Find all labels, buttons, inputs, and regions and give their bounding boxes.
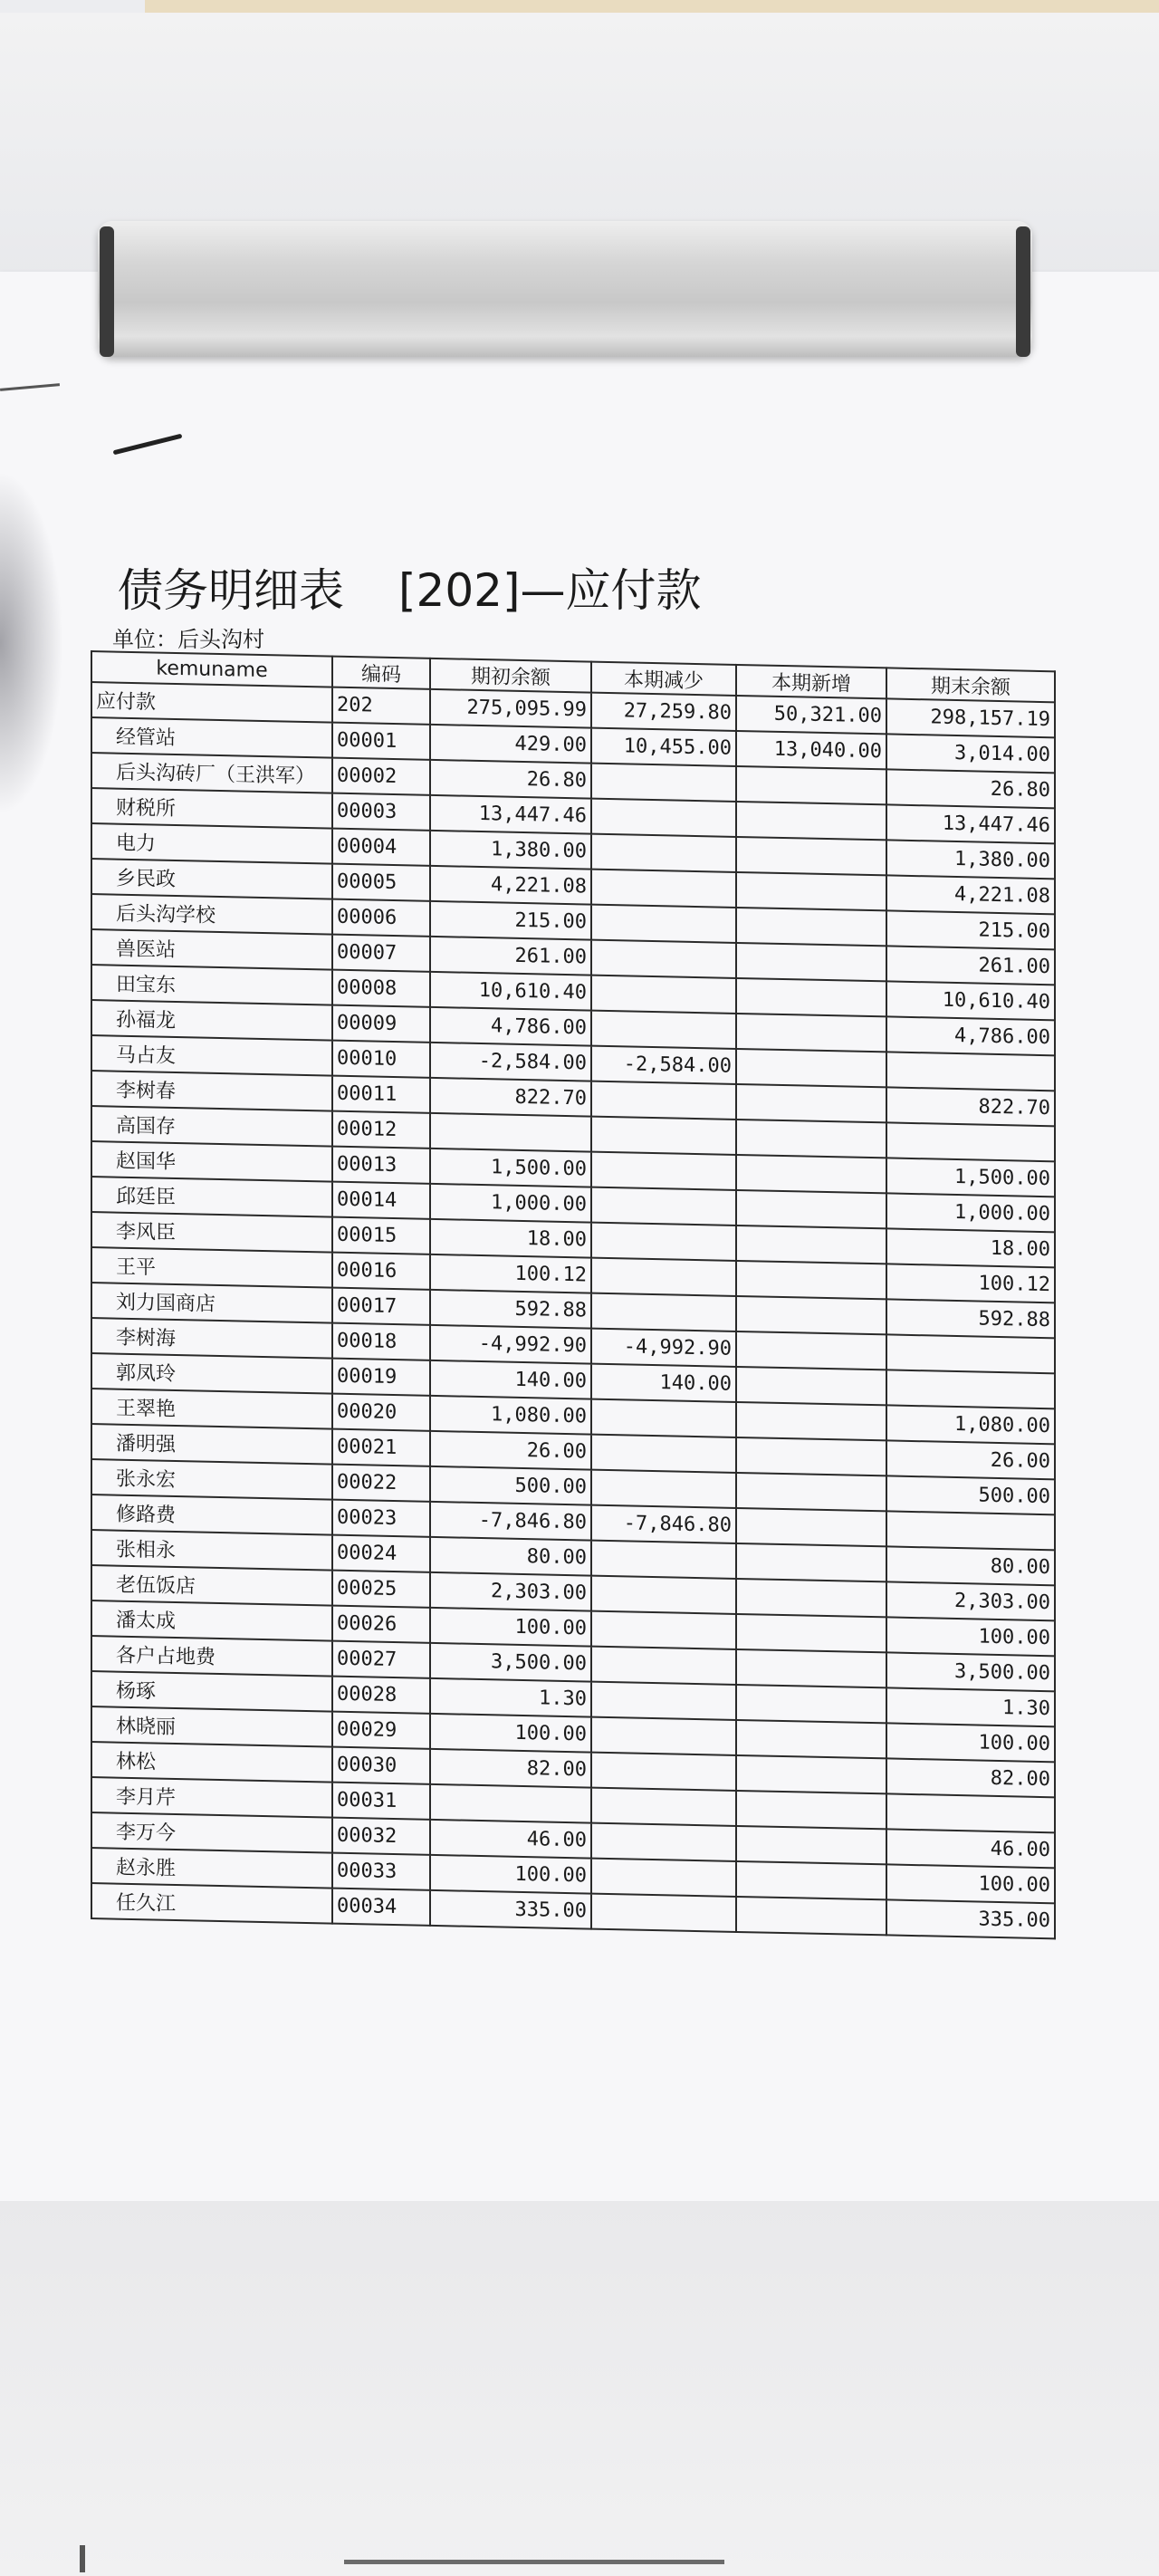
cell-name: 刘力国商店: [91, 1283, 332, 1323]
cell-begin-balance: 335.00: [430, 1890, 591, 1929]
cell-begin-balance: 592.88: [430, 1290, 591, 1329]
cell-end-balance: [886, 1511, 1055, 1550]
header-begin-balance: 期初余额: [430, 658, 591, 693]
cell-code: 00019: [332, 1359, 430, 1396]
cell-name: 后头沟砖厂（王洪军）: [91, 753, 332, 793]
cell-end-balance: 100.00: [886, 1723, 1055, 1762]
cell-begin-balance: 1,080.00: [430, 1396, 591, 1435]
cell-name: 邱廷臣: [91, 1177, 332, 1217]
cell-decrease: [591, 1894, 736, 1932]
cell-increase: [736, 1014, 886, 1052]
cell-name: 乡民政: [91, 859, 332, 899]
cell-name: 潘明强: [91, 1424, 332, 1465]
header-kemuname: kemuname: [91, 651, 332, 687]
cell-name: 财税所: [91, 788, 332, 829]
cell-increase: [736, 802, 886, 840]
cell-name: 赵国华: [91, 1141, 332, 1182]
cell-code: 00026: [332, 1606, 430, 1643]
cell-code: 00023: [332, 1500, 430, 1537]
cell-end-balance: 1,500.00: [886, 1158, 1055, 1197]
cell-end-balance: 1,380.00: [886, 840, 1055, 879]
cell-end-balance: 46.00: [886, 1829, 1055, 1868]
cell-end-balance: 26.00: [886, 1440, 1055, 1479]
cell-begin-balance: 100.00: [430, 1714, 591, 1753]
cell-decrease: [591, 1859, 736, 1897]
cell-decrease: [591, 1611, 736, 1649]
cell-increase: [736, 837, 886, 875]
cell-code: 00015: [332, 1217, 430, 1254]
cell-begin-balance: 80.00: [430, 1537, 591, 1576]
cell-increase: [736, 1897, 886, 1935]
cell-name: 李万今: [91, 1812, 332, 1853]
cell-begin-balance: 13,447.46: [430, 795, 591, 834]
cell-end-balance: 1.30: [886, 1687, 1055, 1726]
cell-code: 00034: [332, 1889, 430, 1926]
cell-end-balance: [886, 1052, 1055, 1091]
cell-name: 应付款: [91, 682, 332, 723]
cell-begin-balance: 10,610.40: [430, 972, 591, 1011]
cell-code: 00017: [332, 1288, 430, 1325]
cell-decrease: [591, 905, 736, 943]
cell-code: 00005: [332, 864, 430, 901]
cell-begin-balance: 215.00: [430, 901, 591, 940]
cell-decrease: [591, 1470, 736, 1508]
cell-decrease: 140.00: [591, 1364, 736, 1402]
roller-cap-left: [100, 226, 114, 357]
cell-name: 任久江: [91, 1883, 332, 1924]
cell-end-balance: 2,303.00: [886, 1581, 1055, 1620]
cell-name: 林晓丽: [91, 1706, 332, 1747]
cell-name: 王翠艳: [91, 1389, 332, 1429]
cell-end-balance: 500.00: [886, 1475, 1055, 1514]
roller-cap-right: [1016, 226, 1030, 357]
cell-increase: [736, 1755, 886, 1793]
cell-begin-balance: 429.00: [430, 725, 591, 764]
cell-code: 00033: [332, 1853, 430, 1890]
cell-name: 李树海: [91, 1318, 332, 1359]
cell-code: 00018: [332, 1323, 430, 1360]
cell-end-balance: 100.12: [886, 1264, 1055, 1302]
cell-begin-balance: 4,221.08: [430, 866, 591, 905]
cell-code: 00009: [332, 1005, 430, 1043]
cell-increase: [736, 1861, 886, 1899]
floor-mark: [80, 2545, 85, 2572]
cell-decrease: [591, 1223, 736, 1261]
cell-increase: [736, 1685, 886, 1723]
cell-decrease: [591, 870, 736, 908]
cell-increase: [736, 872, 886, 910]
cell-decrease: [591, 976, 736, 1014]
cell-begin-balance: 822.70: [430, 1078, 591, 1117]
cell-code: 00022: [332, 1465, 430, 1502]
cell-code: 00016: [332, 1253, 430, 1290]
cell-name: 老伍饭店: [91, 1565, 332, 1606]
cell-code: 00032: [332, 1818, 430, 1855]
cell-begin-balance: -2,584.00: [430, 1043, 591, 1081]
cell-decrease: [591, 1293, 736, 1331]
cell-decrease: [591, 1753, 736, 1791]
cell-decrease: -7,846.80: [591, 1505, 736, 1543]
cell-name: 电力: [91, 823, 332, 864]
cell-end-balance: 100.00: [886, 1617, 1055, 1656]
cell-increase: [736, 1226, 886, 1264]
title-sub: [202]—应付款: [398, 564, 702, 617]
cell-increase: [736, 1473, 886, 1511]
cell-increase: [736, 1331, 886, 1370]
document-title: [118, 554, 701, 620]
cell-decrease: -2,584.00: [591, 1046, 736, 1084]
cell-increase: [736, 1296, 886, 1334]
header-code: 编码: [332, 657, 430, 689]
cell-name: 王平: [91, 1247, 332, 1288]
cell-name: 兽医站: [91, 929, 332, 970]
cell-increase: 50,321.00: [736, 696, 886, 734]
cell-code: 00010: [332, 1041, 430, 1078]
cell-name: 赵永胜: [91, 1848, 332, 1889]
floor-line: [344, 2560, 724, 2564]
cell-end-balance: 4,221.08: [886, 875, 1055, 914]
cell-code: 00031: [332, 1783, 430, 1820]
cell-name: 高国存: [91, 1106, 332, 1147]
cell-code: 00029: [332, 1712, 430, 1749]
cell-code: 00028: [332, 1677, 430, 1714]
cell-begin-balance: 3,500.00: [430, 1643, 591, 1682]
cell-code: 00008: [332, 970, 430, 1007]
cell-code: 00013: [332, 1147, 430, 1184]
cell-begin-balance: 275,095.99: [430, 689, 591, 728]
cell-code: 00012: [332, 1111, 430, 1149]
cell-increase: [736, 1084, 886, 1122]
cell-decrease: [591, 1081, 736, 1120]
cell-code: 00014: [332, 1182, 430, 1219]
cell-code: 202: [332, 687, 430, 725]
cell-end-balance: 13,447.46: [886, 804, 1055, 843]
cell-end-balance: 26.80: [886, 769, 1055, 808]
cell-increase: [736, 1049, 886, 1087]
cell-begin-balance: -7,846.80: [430, 1502, 591, 1541]
cell-begin-balance: -4,992.90: [430, 1325, 591, 1364]
cell-increase: [736, 1261, 886, 1299]
cell-begin-balance: 26.00: [430, 1431, 591, 1470]
cell-begin-balance: 261.00: [430, 937, 591, 976]
cell-end-balance: [886, 1370, 1055, 1408]
background-strip: [145, 0, 1159, 13]
cell-decrease: [591, 1647, 736, 1685]
cell-name: 潘太成: [91, 1600, 332, 1641]
cell-end-balance: [886, 1334, 1055, 1373]
cell-increase: [736, 766, 886, 804]
cell-decrease: [591, 1541, 736, 1579]
cell-begin-balance: 1,380.00: [430, 831, 591, 870]
cell-code: 00030: [332, 1747, 430, 1784]
title-main: 债务明细表: [118, 564, 344, 617]
cell-begin-balance: 26.80: [430, 760, 591, 799]
header-decrease: 本期减少: [591, 662, 736, 696]
cell-end-balance: 82.00: [886, 1758, 1055, 1797]
cell-code: 00001: [332, 723, 430, 760]
cell-name: 马占友: [91, 1035, 332, 1076]
cell-end-balance: 822.70: [886, 1087, 1055, 1126]
cell-end-balance: 4,786.00: [886, 1016, 1055, 1055]
cell-name: 各户占地费: [91, 1636, 332, 1677]
cell-end-balance: 3,500.00: [886, 1652, 1055, 1691]
cell-end-balance: [886, 1122, 1055, 1161]
cell-begin-balance: 2,303.00: [430, 1572, 591, 1611]
cell-begin-balance: 82.00: [430, 1749, 591, 1788]
cell-increase: [736, 943, 886, 981]
cell-end-balance: 261.00: [886, 946, 1055, 985]
cell-begin-balance: 100.00: [430, 1608, 591, 1647]
cell-code: 00024: [332, 1535, 430, 1572]
cell-name: 杨琢: [91, 1671, 332, 1712]
cell-decrease: 27,259.80: [591, 693, 736, 731]
cell-increase: [736, 1367, 886, 1405]
cell-name: 张永宏: [91, 1459, 332, 1500]
cell-code: 00006: [332, 899, 430, 937]
cell-name: 修路费: [91, 1495, 332, 1535]
cell-increase: [736, 908, 886, 946]
header-increase: 本期新增: [736, 665, 886, 698]
cell-begin-balance: 46.00: [430, 1820, 591, 1859]
cell-increase: [736, 1508, 886, 1546]
cell-decrease: [591, 1187, 736, 1226]
cell-increase: [736, 1720, 886, 1758]
cell-increase: [736, 1579, 886, 1617]
header-end-balance: 期末余额: [886, 668, 1055, 702]
cell-code: 00002: [332, 758, 430, 795]
cell-decrease: [591, 1258, 736, 1296]
cell-decrease: [591, 834, 736, 872]
cell-increase: 13,040.00: [736, 731, 886, 769]
cell-begin-balance: [430, 1784, 591, 1823]
cell-end-balance: 18.00: [886, 1228, 1055, 1267]
cell-decrease: [591, 1788, 736, 1826]
cell-begin-balance: 1.30: [430, 1678, 591, 1717]
cell-name: 李风臣: [91, 1212, 332, 1253]
cell-name: 田宝东: [91, 965, 332, 1005]
cell-code: 00027: [332, 1641, 430, 1678]
cell-end-balance: 215.00: [886, 910, 1055, 949]
cell-decrease: [591, 1435, 736, 1473]
cell-end-balance: 10,610.40: [886, 981, 1055, 1020]
cell-begin-balance: 4,786.00: [430, 1007, 591, 1046]
cell-end-balance: 3,014.00: [886, 734, 1055, 773]
debt-table: [91, 650, 1056, 1939]
cell-begin-balance: 140.00: [430, 1360, 591, 1399]
cell-name: 郭凤玲: [91, 1353, 332, 1394]
cell-code: 00021: [332, 1429, 430, 1466]
cell-begin-balance: 18.00: [430, 1219, 591, 1258]
cell-increase: [736, 1791, 886, 1829]
cell-increase: [736, 1437, 886, 1475]
cell-end-balance: 100.00: [886, 1864, 1055, 1903]
cell-increase: [736, 1190, 886, 1228]
cell-begin-balance: 500.00: [430, 1466, 591, 1505]
cell-end-balance: 592.88: [886, 1299, 1055, 1338]
cell-decrease: [591, 1823, 736, 1861]
cell-end-balance: 335.00: [886, 1899, 1055, 1938]
cell-increase: [736, 1649, 886, 1687]
cell-begin-balance: 1,000.00: [430, 1184, 591, 1223]
cell-increase: [736, 978, 886, 1016]
paper-smudge: [0, 471, 63, 815]
cell-code: 00003: [332, 793, 430, 831]
cell-begin-balance: 100.12: [430, 1254, 591, 1293]
cell-end-balance: 1,080.00: [886, 1405, 1055, 1444]
background-wall-bottom: [0, 2201, 1159, 2576]
cell-end-balance: [886, 1793, 1055, 1832]
cell-end-balance: 80.00: [886, 1546, 1055, 1585]
cell-decrease: [591, 1576, 736, 1614]
cell-code: 00025: [332, 1571, 430, 1608]
cell-code: 00007: [332, 935, 430, 972]
cell-increase: [736, 1826, 886, 1864]
cell-decrease: [591, 940, 736, 978]
cell-decrease: [591, 1117, 736, 1155]
cell-decrease: -4,992.90: [591, 1329, 736, 1367]
cell-decrease: [591, 1717, 736, 1755]
debt-table-wrap: [91, 650, 1054, 1939]
cell-name: 李树春: [91, 1071, 332, 1111]
table-body: [91, 682, 1055, 1938]
cell-name: 张相永: [91, 1530, 332, 1571]
cell-increase: [736, 1120, 886, 1158]
cell-increase: [736, 1614, 886, 1652]
cell-decrease: [591, 1682, 736, 1720]
cell-end-balance: 1,000.00: [886, 1193, 1055, 1232]
cell-decrease: [591, 764, 736, 802]
cell-name: 后头沟学校: [91, 894, 332, 935]
cell-name: 经管站: [91, 717, 332, 758]
cell-increase: [736, 1543, 886, 1581]
paper-roller: [98, 221, 1032, 357]
unit-label: 单位：后头沟村: [112, 627, 264, 652]
cell-code: 00011: [332, 1076, 430, 1113]
cell-name: 李月芹: [91, 1777, 332, 1818]
cell-decrease: [591, 1152, 736, 1190]
cell-decrease: 10,455.00: [591, 728, 736, 766]
cell-increase: [736, 1155, 886, 1193]
cell-decrease: [591, 1011, 736, 1049]
cell-code: 00020: [332, 1394, 430, 1431]
cell-begin-balance: 1,500.00: [430, 1149, 591, 1187]
cell-name: 孙福龙: [91, 1000, 332, 1041]
cell-begin-balance: [430, 1113, 591, 1152]
cell-end-balance: 298,157.19: [886, 698, 1055, 737]
cell-name: 林松: [91, 1742, 332, 1783]
cell-decrease: [591, 1399, 736, 1437]
cell-code: 00004: [332, 829, 430, 866]
cell-begin-balance: 100.00: [430, 1855, 591, 1894]
cell-increase: [736, 1402, 886, 1440]
cell-decrease: [591, 799, 736, 837]
